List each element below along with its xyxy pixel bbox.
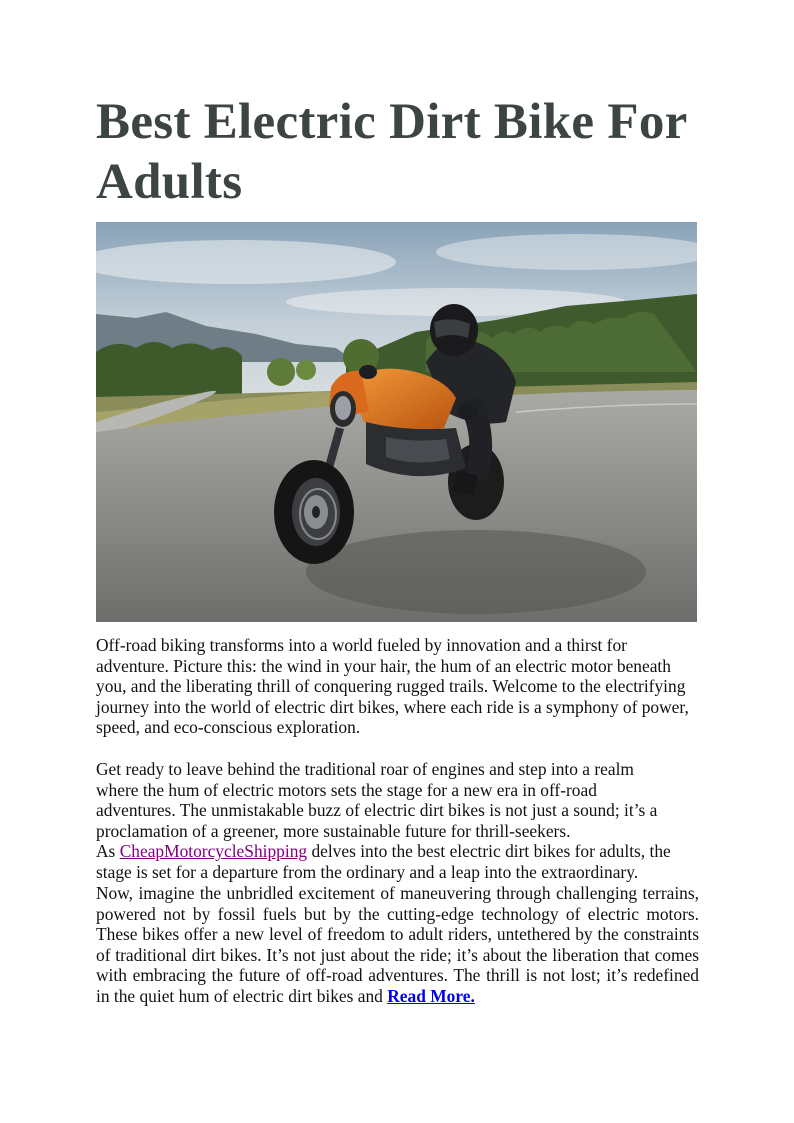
cheap-motorcycle-shipping-link[interactable]: CheapMotorcycleShipping <box>119 841 308 862</box>
paragraph-line: where the hum of electric motors sets the stage for a new era in off-road <box>96 779 597 800</box>
paragraph-line: proclamation of a greener, more sustainable future for thrill-seekers. <box>96 820 571 841</box>
article-title: Best Electric Dirt Bike For Adults <box>96 94 687 210</box>
third-paragraph <box>96 883 699 1007</box>
read-more-link[interactable]: Read More. <box>387 985 475 1006</box>
intro-paragraph: Off-road biking transforms into a world fueled by innovation and a thirst for adventure. Picture this: the wind in your hair, the hum of an electric motor beneath you, and the liberating thrill of conquering rugged trails. Welcome to the electrifying journey into the world of electric dirt bikes, where each ride is a symphony of power, speed, and eco-conscious exploration. <box>96 635 689 738</box>
paragraph-line: stage is set for a departure from the ordinary and a leap into the extraordinary. <box>96 861 639 882</box>
second-paragraph <box>96 759 699 883</box>
paragraph-line: adventures. The unmistakable buzz of electric dirt bikes is not just a sound; it’s a <box>96 800 658 821</box>
third-paragraph-text: Now, imagine the unbridled excitement of maneuvering through challenging terrains, powered not by fossil fuels but by the cutting-edge technology of electric motors. These bikes offer a new level of freedom to adult riders, untethered by the constraints of traditional dirt bikes. It’s not just about the ride; it’s about the liberation that comes with embracing the future of off-road adventures. The thrill is not lost; it’s redefined in the quiet hum of electric dirt bikes and <box>96 883 699 1006</box>
paragraph-suffix: delves into the best electric dirt bikes for adults, the <box>307 841 671 862</box>
paragraph-prefix: As <box>96 841 120 862</box>
paragraph-line: Get ready to leave behind the traditional roar of engines and step into a realm <box>96 759 634 779</box>
hero-photo-motorcycle-rider <box>96 222 697 622</box>
